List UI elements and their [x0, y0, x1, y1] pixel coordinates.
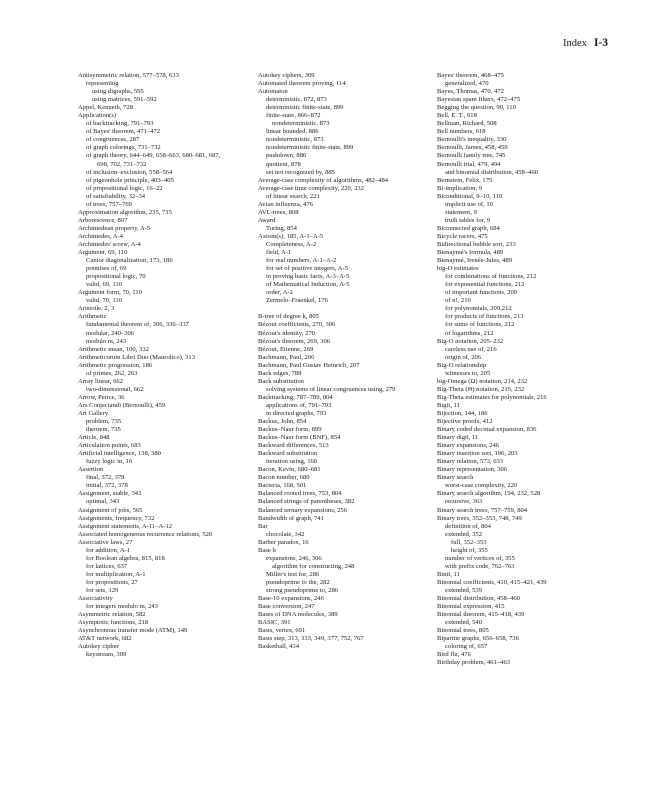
- index-entry: Associativity: [78, 595, 113, 603]
- index-entry: Bézout coefficients, 270, 306: [258, 321, 336, 329]
- index-entry: Article, 848: [78, 434, 110, 442]
- index-entry: Asymptotic functions, 218: [78, 619, 149, 627]
- index-subentry: order, A-2: [266, 289, 293, 297]
- index-entry: Bell numbers, 618: [437, 128, 486, 136]
- index-subentry: extended, 540: [445, 619, 482, 627]
- index-subentry: keystream, 309: [86, 651, 127, 659]
- index-subentry: for exponential functions, 212: [445, 281, 525, 289]
- index-subentry: coloring of, 657: [445, 643, 488, 651]
- index-entry: Biconditional, 9–10, 110: [437, 192, 503, 200]
- page-number: I-3: [593, 37, 608, 49]
- index-entry: big-O estimates: [437, 265, 479, 273]
- index-entry: Associated homogeneous recurrence relations, 520: [78, 530, 213, 538]
- index-subentry: algorithm for constructing, 248: [272, 562, 355, 570]
- index-subentry: for propositions, 27: [86, 578, 138, 586]
- index-entry: Bellman, Richard, 508: [437, 120, 497, 128]
- index-subentry: two-dimensional, 662: [86, 385, 144, 393]
- index-entry: Bézout, Étienne, 269: [258, 345, 314, 353]
- index-subentry: witnesses to, 205: [445, 369, 491, 377]
- index-subentry: of propositional logic, 16–22: [86, 184, 163, 192]
- index-entry: Back substitution: [258, 377, 304, 385]
- index-subentry: in directed graphs, 793: [266, 409, 327, 417]
- index-subentry: nondeterministic, 873: [272, 120, 330, 128]
- index-entry: Bayes, Thomas, 470, 472: [437, 88, 504, 96]
- index-subentry: generalized, 470: [445, 80, 489, 88]
- index-subentry: of congruences, 287: [86, 136, 140, 144]
- index-entry: Backus–Naur form, 899: [258, 426, 322, 434]
- index-entry: Big-Theta estimates for polynomials, 216: [437, 393, 547, 401]
- index-entry: Bienaymé's formula, 489: [437, 249, 504, 257]
- index-subentry: premises of, 69: [86, 265, 127, 273]
- index-entry: AVL-trees, 808: [258, 208, 299, 216]
- index-subentry: of primes, 262, 263: [86, 369, 138, 377]
- index-entry: Binomial distribution, 458–460: [437, 595, 520, 603]
- index-subentry: of backtracking, 791–793: [86, 120, 154, 128]
- index-entry: Bernoulli's inequality, 330: [437, 136, 507, 144]
- index-subentry: origin of, 206: [445, 353, 482, 361]
- index-entry: Binary insertion sort, 196, 203: [437, 450, 518, 458]
- index-entry: Argument form, 70, 110: [78, 289, 142, 297]
- index-subentry: of logarithms, 212: [445, 329, 494, 337]
- index-subentry: of satisfiability, 32–34: [86, 192, 146, 200]
- index-subentry: fuzzy logic in, 16: [86, 458, 133, 466]
- index-entry: Birthday problem, 461–463: [437, 659, 511, 667]
- index-subentry: expansions, 246, 306: [266, 554, 322, 562]
- index-entry: Basis step, 313, 333, 349, 377, 752, 767: [258, 635, 364, 643]
- index-subentry: for polynomials, 209,212: [445, 305, 512, 313]
- index-entry: BASIC, 391: [258, 619, 291, 627]
- index-subentry: of graph colorings, 731–732: [86, 144, 161, 152]
- index-entry: Average-case complexity of algorithms, 482–484: [258, 176, 389, 184]
- index-subentry: field, A-1: [266, 249, 292, 257]
- index-entry: Bipartite graphs, 656–658, 736: [437, 635, 519, 643]
- index-subentry: definition of, 804: [445, 522, 491, 530]
- index-subentry: quotient, 878: [266, 160, 301, 168]
- running-header: [563, 37, 608, 51]
- index-subentry: applications of, 791–793: [266, 401, 332, 409]
- index-subentry: solving systems of linear congruences using, 279: [266, 385, 396, 393]
- index-subentry: final, 372, 378: [86, 474, 125, 482]
- index-entry: Bacon, Kevin, 680–681: [258, 466, 321, 474]
- index-entry: Base-10 expansions, 246: [258, 595, 324, 603]
- index-subentry: pseudoprime to the, 282: [266, 578, 330, 586]
- index-subentry: modulo m, 243: [86, 337, 127, 345]
- index-entry: Big-O relationship: [437, 361, 487, 369]
- index-entry: Arithmetic mean, 100, 332: [78, 345, 149, 353]
- index-subentry: using digraphs, 595: [92, 88, 144, 96]
- index-entry: Binary search: [437, 474, 474, 482]
- index-entry: Binary relation, 573, 633: [437, 458, 504, 466]
- index-entry: Appel, Kenneth, 728: [78, 104, 133, 112]
- index-entry: Bayesian spam filters, 472–475: [437, 96, 521, 104]
- index-entry: Binary search trees, 757–759, 804: [437, 506, 528, 514]
- index-entry: Autokey ciphers, 309: [258, 72, 315, 79]
- index-entry: Basis, vertex, 691: [258, 627, 306, 635]
- index-subentry: careless use of, 216: [445, 345, 497, 353]
- index-entry: Bayes' theorem, 468–475: [437, 72, 504, 79]
- index-entry: Arithmeticorum Libri Duo (Maurolico), 313: [78, 353, 196, 361]
- index-subentry: Miller's test for, 286: [266, 570, 320, 578]
- index-entry: Bernoulli, James, 458, 459: [437, 144, 508, 152]
- index-entry: Bernoulli trial, 479, 494: [437, 160, 501, 168]
- index-entry: Backward substitution: [258, 450, 318, 458]
- index-subentry: Completeness, A-2: [266, 240, 317, 248]
- index-subentry: height of, 355: [451, 546, 488, 554]
- index-entry: Binary search algorithm, 194, 232, 528: [437, 490, 541, 498]
- index-entry: Big-O notation, 205–232: [437, 337, 504, 345]
- index-subentry: full, 352–353: [451, 538, 487, 546]
- index-subentry: set not recognized by, 885: [266, 168, 335, 176]
- index-subentry: of graph theory, 644–649, 658–663, 680–681, 687,: [86, 152, 221, 160]
- index-entry: Asynchronous transfer mode (ATM), 149: [78, 627, 188, 635]
- index-subentry: of important functions, 209: [445, 289, 518, 297]
- index-entry: B-tree of degree k, 805: [258, 313, 319, 321]
- index-entry: Backus–Naur form (BNF), 854: [258, 434, 341, 442]
- index-subentry: of inclusion–exclusion, 558–564: [86, 168, 173, 176]
- index-subentry: for real numbers, A-1–A-2: [266, 257, 337, 265]
- index-subentry: statement, 9: [445, 208, 477, 216]
- index-subentry: extended, 539: [445, 587, 482, 594]
- index-subentry: for addition, A-1: [86, 546, 131, 554]
- index-subentry: representing: [86, 80, 119, 88]
- index-subentry: nondeterministic finite-state, 899: [266, 144, 354, 152]
- index-entry: Application(s): [78, 112, 117, 120]
- index-entry: Binary digit, 11: [437, 434, 479, 442]
- index-entry: Articulation points, 683: [78, 442, 141, 450]
- index-entry: Biconnected graph, 684: [437, 224, 500, 232]
- index-entry: Artificial intelligence, 138, 380: [78, 450, 161, 458]
- index-entry: Bernstein, Felix, 175: [437, 176, 493, 184]
- index-entry: Bigit, 11: [437, 401, 460, 409]
- index-entry: Bachmann, Paul Gustav Heinrich, 207: [258, 361, 360, 369]
- index-entry: Binary representation, 306: [437, 466, 508, 474]
- index-entry: Art Gallery: [78, 409, 109, 417]
- index-subentry: deterministic, 872, 873: [266, 96, 327, 104]
- index-entry: Autokey cipher: [78, 643, 119, 651]
- index-entry: Bicycle racers, 475: [437, 232, 488, 240]
- index-entry: Arithmetic progression, 186: [78, 361, 153, 369]
- index-subentry: Turing, 854: [266, 224, 297, 232]
- index-entry: Begging the question, 90, 110: [437, 104, 516, 112]
- index-entry: Big-Theta (Θ) notation, 215, 232: [437, 385, 525, 393]
- index-entry: Bidirectional bubble sort, 233: [437, 240, 516, 248]
- index-entry: Bernoulli family tree, 745: [437, 152, 506, 160]
- index-entry: Avian influenza, 476: [258, 200, 313, 208]
- index-subentry: in proving basic facts, A-3–A-5: [266, 273, 350, 281]
- index-subentry: theorem, 735: [86, 426, 121, 434]
- index-subentry: with prefix code, 762–763: [445, 562, 515, 570]
- index-entry: Axiom(s), 185, A-1–A-5: [258, 232, 324, 240]
- index-subentry: truth tables for, 9: [445, 216, 491, 224]
- section-gap: [258, 305, 430, 313]
- index-entry: Arrow, Peirce, 36: [78, 393, 125, 401]
- index-entry: Bi-implication, 9: [437, 184, 483, 192]
- index-entry: Bases of DNA molecules, 389: [258, 611, 338, 619]
- index-subentry: for products of functions, 213: [445, 313, 524, 321]
- index-subentry: chocolate, 342: [266, 530, 305, 538]
- index-subentry: for combinations of functions, 212: [445, 273, 537, 281]
- index-entry: Bijection, 144, 186: [437, 409, 488, 417]
- index-subentry: for sums of functions, 212: [445, 321, 515, 329]
- index-entry: Automaton: [258, 88, 288, 96]
- index-entry: Award: [258, 216, 276, 224]
- index-subentry: valid, 69, 110: [86, 281, 123, 289]
- index-entry: Binomial expression, 415: [437, 603, 505, 611]
- index-subentry: iteration using, 160: [266, 458, 318, 466]
- index-entry: Balanced rooted trees, 753, 804: [258, 490, 342, 498]
- index-entry: Archimedes, A-4: [78, 232, 124, 240]
- index-subentry: 698, 702, 731–732: [97, 160, 147, 168]
- index-column-2: [258, 72, 430, 651]
- index-entry: Assignments, frequency, 732: [78, 514, 155, 522]
- index-entry: Bachmann, Paul, 206: [258, 353, 315, 361]
- index-subentry: linear bounded, 886: [266, 128, 319, 136]
- index-subentry: implicit use of, 10: [445, 200, 493, 208]
- index-entry: Bézout's theorem, 269, 306: [258, 337, 331, 345]
- index-subentry: of pigeonhole principle, 403–405: [86, 176, 174, 184]
- index-subentry: for set of positive integers, A-5: [266, 265, 349, 273]
- index-entry: Basketball, 434: [258, 643, 300, 651]
- index-subentry: of Mathematical Induction, A-5: [266, 281, 350, 289]
- index-subentry: worst-case complexity, 220: [445, 482, 518, 490]
- index-entry: Associative laws, 27: [78, 538, 133, 546]
- index-entry: Balanced ternary expansions, 256: [258, 506, 347, 514]
- index-entry: Ars Conjectandi (Bernoulli), 459: [78, 401, 166, 409]
- index-subentry: strong pseudoprime to, 286: [266, 587, 339, 594]
- index-entry: Array linear, 662: [78, 377, 123, 385]
- index-entry: Bacteria, 168, 501: [258, 482, 307, 490]
- index-subentry: of trees, 757–769: [86, 200, 132, 208]
- index-entry: Balanced strings of parentheses, 382: [258, 498, 355, 506]
- index-entry: Aristotle, 2, 3: [78, 305, 115, 313]
- index-entry: Bandwidth of graph, 741: [258, 514, 324, 522]
- index-entry: Assertion: [78, 466, 104, 474]
- index-subentry: of Bayes' theorem, 471–472: [86, 128, 161, 136]
- index-entry: Antisymmetric relation, 577–578, 633: [78, 72, 179, 79]
- index-subentry: extended, 352: [445, 530, 482, 538]
- index-subentry: modular, 240–306: [86, 329, 135, 337]
- index-subentry: Cantor diagonalization, 173, 186: [86, 257, 173, 265]
- index-entry: Binit, 11: [437, 570, 460, 578]
- index-subentry: problem, 735: [86, 418, 122, 426]
- index-entry: Assignment statements, A-11–A-12: [78, 522, 173, 530]
- index-subentry: initial, 372, 378: [86, 482, 128, 490]
- index-entry: Approximation algorithm, 235, 715: [78, 208, 172, 216]
- index-entry: Argument, 69, 110: [78, 249, 128, 257]
- index-subentry: nondeterministic, 873: [266, 136, 324, 144]
- index-column-1: [78, 72, 250, 659]
- index-subentry: recursive, 363: [445, 498, 483, 506]
- index-subentry: for multiplication, A-1: [86, 570, 146, 578]
- index-subentry: propositional logic, 70: [86, 273, 146, 281]
- index-entry: Bird flu, 476: [437, 651, 471, 659]
- index-subentry: optimal, 343: [86, 498, 120, 506]
- index-entry: Arborescence, 807: [78, 216, 128, 224]
- index-entry: Base conversion, 247: [258, 603, 315, 611]
- index-entry: Average-case time complexity, 220, 232: [258, 184, 365, 192]
- index-entry: AT&T network, 682: [78, 635, 132, 643]
- index-subentry: for Boolean algebra, 815, 818: [86, 554, 165, 562]
- index-entry: Barber paradox, 16: [258, 538, 309, 546]
- index-entry: Bienaymé, Irenée-Jules, 489: [437, 257, 513, 265]
- index-entry: Automated theorem proving, 114: [258, 80, 346, 88]
- index-entry: Assignment, stable, 343: [78, 490, 142, 498]
- index-subentry: and binomial distribution, 458–460: [445, 168, 539, 176]
- index-entry: Base b: [258, 546, 276, 554]
- index-entry: Binary trees, 352–353, 748, 749: [437, 514, 522, 522]
- index-entry: Binary coded decimal expansion, 836: [437, 426, 537, 434]
- index-entry: Arithmetic: [78, 313, 107, 321]
- index-entry: Bell, E. T., 618: [437, 112, 477, 120]
- index-entry: Binomial theorem, 415–418, 439: [437, 611, 525, 619]
- index-subentry: for integers modulo m, 243: [86, 603, 158, 611]
- index-column-3: [437, 72, 617, 667]
- index-entry: Bacon number, 680: [258, 474, 310, 482]
- index-subentry: Zermelo–Fraenkel, 176: [266, 297, 328, 305]
- index-subentry: number of vertices of, 355: [445, 554, 515, 562]
- index-subentry: for sets, 129: [86, 587, 119, 594]
- index-entry: Assignment of jobs, 565: [78, 506, 143, 514]
- index-subentry: deterministic finite-state, 899: [266, 104, 344, 112]
- index-subentry: of n!, 210: [445, 297, 471, 305]
- index-entry: Asymmetric relation, 582: [78, 611, 146, 619]
- index-entry: Back edges, 788: [258, 369, 302, 377]
- index-subentry: pushdown, 886: [266, 152, 307, 160]
- index-subentry: fundamental theorem of, 306, 336–337: [86, 321, 189, 329]
- index-entry: Backward differences, 513: [258, 442, 329, 450]
- index-subentry: for lattices, 637: [86, 562, 128, 570]
- index-entry: Bijective proofs, 412: [437, 418, 493, 426]
- index-entry: big-Omega (Ω) notation, 214, 232: [437, 377, 528, 385]
- index-subentry: of linear search, 221: [266, 192, 320, 200]
- index-entry: Bézout's identity, 270: [258, 329, 315, 337]
- index-entry: Backtracking, 787–789, 804: [258, 393, 333, 401]
- index-entry: Binomial trees, 805: [437, 627, 489, 635]
- index-entry: Archimedes' screw, A-4: [78, 240, 141, 248]
- index-entry: Backus, John, 854: [258, 418, 307, 426]
- header-label: Index: [563, 38, 587, 49]
- index-subentry: finite-state, 866–872: [266, 112, 321, 120]
- index-entry: Binary expansions, 246: [437, 442, 500, 450]
- index-subentry: valid, 70, 110: [86, 297, 123, 305]
- index-entry: Archimedean property, A-5: [78, 224, 151, 232]
- index-subentry: using matrices, 591–592: [92, 96, 157, 104]
- index-entry: Bar: [258, 522, 268, 530]
- index-entry: Binomial coefficients, 410, 415–421, 439: [437, 578, 547, 586]
